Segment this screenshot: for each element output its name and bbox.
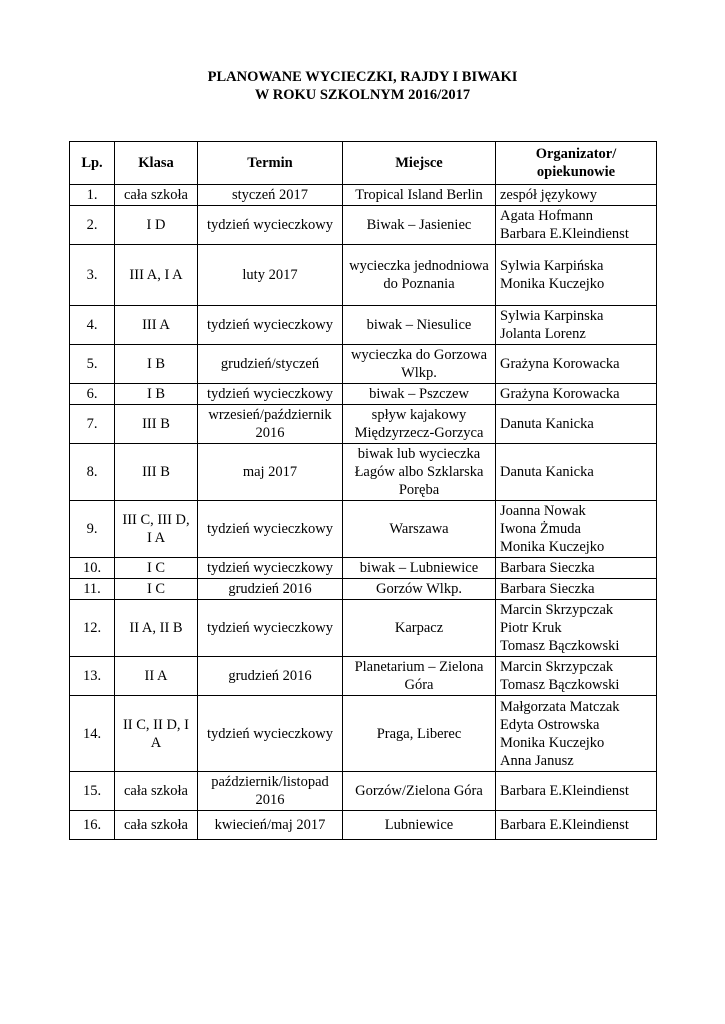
organizator-name: Małgorzata Matczak <box>500 698 620 715</box>
organizator-name: Monika Kuczejko <box>500 276 605 292</box>
cell-klasa: I D <box>115 206 198 245</box>
cell-termin: wrzesień/październik 2016 <box>198 405 343 444</box>
cell-termin: grudzień/styczeń <box>198 345 343 384</box>
organizator-name: Barbara Sieczka <box>500 581 595 597</box>
cell-organizator <box>496 657 657 696</box>
cell-organizator <box>496 579 657 600</box>
table-row <box>70 306 657 345</box>
cell-klasa: II C, II D, I A <box>115 696 198 772</box>
cell-termin: kwiecień/maj 2017 <box>198 811 343 840</box>
cell-organizator <box>496 345 657 384</box>
cell-lp: 5. <box>70 345 115 384</box>
table-row <box>70 772 657 811</box>
table-row <box>70 245 657 306</box>
table-row <box>70 657 657 696</box>
organizator-name: Sylwia Karpińska <box>500 258 604 274</box>
cell-organizator <box>496 811 657 840</box>
cell-miejsce: biwak – Niesulice <box>343 306 496 345</box>
organizator-name: Grażyna Korowacka <box>500 356 620 372</box>
organizator-name: Marcin Skrzypczak <box>500 602 614 618</box>
cell-termin: maj 2017 <box>198 444 343 501</box>
header-lp: Lp. <box>70 142 115 185</box>
cell-miejsce: Karpacz <box>343 600 496 657</box>
cell-lp: 10. <box>70 558 115 579</box>
cell-termin: tydzień wycieczkowy <box>198 600 343 657</box>
organizator-name: Grażyna Korowacka <box>500 386 620 402</box>
organizator-name: Barbara E.Kleindienst <box>500 817 629 833</box>
trips-table <box>69 141 657 840</box>
header-organizator-line-2: opiekunowie <box>536 164 616 180</box>
cell-organizator <box>496 306 657 345</box>
cell-lp: 3. <box>70 245 115 306</box>
organizator-name: Monika Kuczejko <box>500 539 605 555</box>
table-body <box>70 185 657 840</box>
cell-organizator <box>496 405 657 444</box>
cell-lp: 4. <box>70 306 115 345</box>
cell-klasa: III B <box>115 405 198 444</box>
table-row <box>70 811 657 840</box>
organizator-name: Sylwia Karpinska <box>500 308 604 324</box>
header-klasa: Klasa <box>115 142 198 185</box>
cell-termin: tydzień wycieczkowy <box>198 306 343 345</box>
cell-miejsce: biwak – Pszczew <box>343 384 496 405</box>
organizator-name: Barbara E.Kleindienst <box>500 783 629 799</box>
cell-klasa: I B <box>115 345 198 384</box>
cell-miejsce: Tropical Island Berlin <box>343 185 496 206</box>
table-row <box>70 206 657 245</box>
cell-termin: styczeń 2017 <box>198 185 343 206</box>
table-row <box>70 558 657 579</box>
cell-miejsce: Lubniewice <box>343 811 496 840</box>
cell-termin: grudzień 2016 <box>198 579 343 600</box>
cell-termin: tydzień wycieczkowy <box>198 696 343 772</box>
organizator-name: Anna Janusz <box>500 752 574 769</box>
cell-lp: 16. <box>70 811 115 840</box>
cell-miejsce: Praga, Liberec <box>343 696 496 772</box>
cell-klasa: III C, III D, I A <box>115 501 198 558</box>
cell-klasa: II A <box>115 657 198 696</box>
cell-termin: tydzień wycieczkowy <box>198 206 343 245</box>
organizator-name: Monika Kuczejko <box>500 734 605 751</box>
table-row <box>70 579 657 600</box>
cell-termin: październik/listopad 2016 <box>198 772 343 811</box>
cell-organizator <box>496 501 657 558</box>
cell-klasa: cała szkoła <box>115 811 198 840</box>
cell-miejsce: biwak lub wycieczka Łagów albo Szklarska Poręba <box>343 444 496 501</box>
table-row <box>70 696 657 772</box>
organizator-name: Iwona Żmuda <box>500 521 581 537</box>
cell-klasa: III A <box>115 306 198 345</box>
organizator-name: Piotr Kruk <box>500 620 562 636</box>
cell-lp: 11. <box>70 579 115 600</box>
organizator-name: Agata Hofmann <box>500 208 594 224</box>
title-line-1: PLANOWANE WYCIECZKI, RAJDY I BIWAKI <box>207 69 518 85</box>
cell-lp: 2. <box>70 206 115 245</box>
cell-lp: 15. <box>70 772 115 811</box>
cell-organizator <box>496 696 657 772</box>
cell-klasa: I C <box>115 579 198 600</box>
cell-organizator <box>496 600 657 657</box>
organizator-name: Danuta Kanicka <box>500 416 594 432</box>
header-termin: Termin <box>198 142 343 185</box>
cell-lp: 12. <box>70 600 115 657</box>
cell-miejsce: wycieczka jednodniowa do Poznania <box>343 245 496 306</box>
cell-miejsce: Planetarium – Zielona Góra <box>343 657 496 696</box>
cell-termin: tydzień wycieczkowy <box>198 501 343 558</box>
cell-miejsce: biwak – Lubniewice <box>343 558 496 579</box>
organizator-name: Barbara Sieczka <box>500 560 595 576</box>
table-row <box>70 345 657 384</box>
cell-lp: 9. <box>70 501 115 558</box>
cell-klasa: III B <box>115 444 198 501</box>
organizator-name: Joanna Nowak <box>500 503 586 519</box>
header-organizator-line-1: Organizator/ <box>535 146 617 162</box>
cell-termin: tydzień wycieczkowy <box>198 384 343 405</box>
cell-klasa: III A, I A <box>115 245 198 306</box>
table-header-row <box>70 142 657 185</box>
organizator-name: zespół językowy <box>500 187 598 203</box>
organizator-name: Marcin Skrzypczak <box>500 659 614 675</box>
cell-klasa: cała szkoła <box>115 772 198 811</box>
cell-organizator <box>496 444 657 501</box>
cell-organizator <box>496 384 657 405</box>
document-title <box>0 68 725 104</box>
table-row <box>70 405 657 444</box>
cell-lp: 13. <box>70 657 115 696</box>
table-row <box>70 384 657 405</box>
cell-klasa: II A, II B <box>115 600 198 657</box>
cell-termin: luty 2017 <box>198 245 343 306</box>
cell-lp: 14. <box>70 696 115 772</box>
cell-miejsce: Gorzów Wlkp. <box>343 579 496 600</box>
organizator-name: Edyta Ostrowska <box>500 716 600 733</box>
organizator-name: Tomasz Bączkowski <box>500 638 620 654</box>
cell-klasa: I C <box>115 558 198 579</box>
cell-organizator <box>496 772 657 811</box>
header-miejsce: Miejsce <box>343 142 496 185</box>
organizator-name: Barbara E.Kleindienst <box>500 226 629 242</box>
cell-miejsce: wycieczka do Gorzowa Wlkp. <box>343 345 496 384</box>
cell-lp: 7. <box>70 405 115 444</box>
cell-klasa: I B <box>115 384 198 405</box>
cell-miejsce: Gorzów/Zielona Góra <box>343 772 496 811</box>
cell-lp: 1. <box>70 185 115 206</box>
table-row <box>70 600 657 657</box>
cell-termin: tydzień wycieczkowy <box>198 558 343 579</box>
cell-organizator <box>496 185 657 206</box>
header-organizator <box>496 142 657 185</box>
table-row <box>70 185 657 206</box>
cell-klasa: cała szkoła <box>115 185 198 206</box>
cell-organizator <box>496 558 657 579</box>
organizator-name: Jolanta Lorenz <box>500 326 586 342</box>
cell-miejsce: Warszawa <box>343 501 496 558</box>
cell-lp: 8. <box>70 444 115 501</box>
cell-organizator <box>496 245 657 306</box>
organizator-name: Tomasz Bączkowski <box>500 677 620 693</box>
table-row <box>70 444 657 501</box>
cell-miejsce: Biwak – Jasieniec <box>343 206 496 245</box>
organizator-name: Danuta Kanicka <box>500 464 594 480</box>
cell-organizator <box>496 206 657 245</box>
cell-termin: grudzień 2016 <box>198 657 343 696</box>
cell-lp: 6. <box>70 384 115 405</box>
title-line-2: W ROKU SZKOLNYM 2016/2017 <box>254 87 471 103</box>
cell-miejsce: spływ kajakowy Międzyrzecz-Gorzyca <box>343 405 496 444</box>
table-row <box>70 501 657 558</box>
